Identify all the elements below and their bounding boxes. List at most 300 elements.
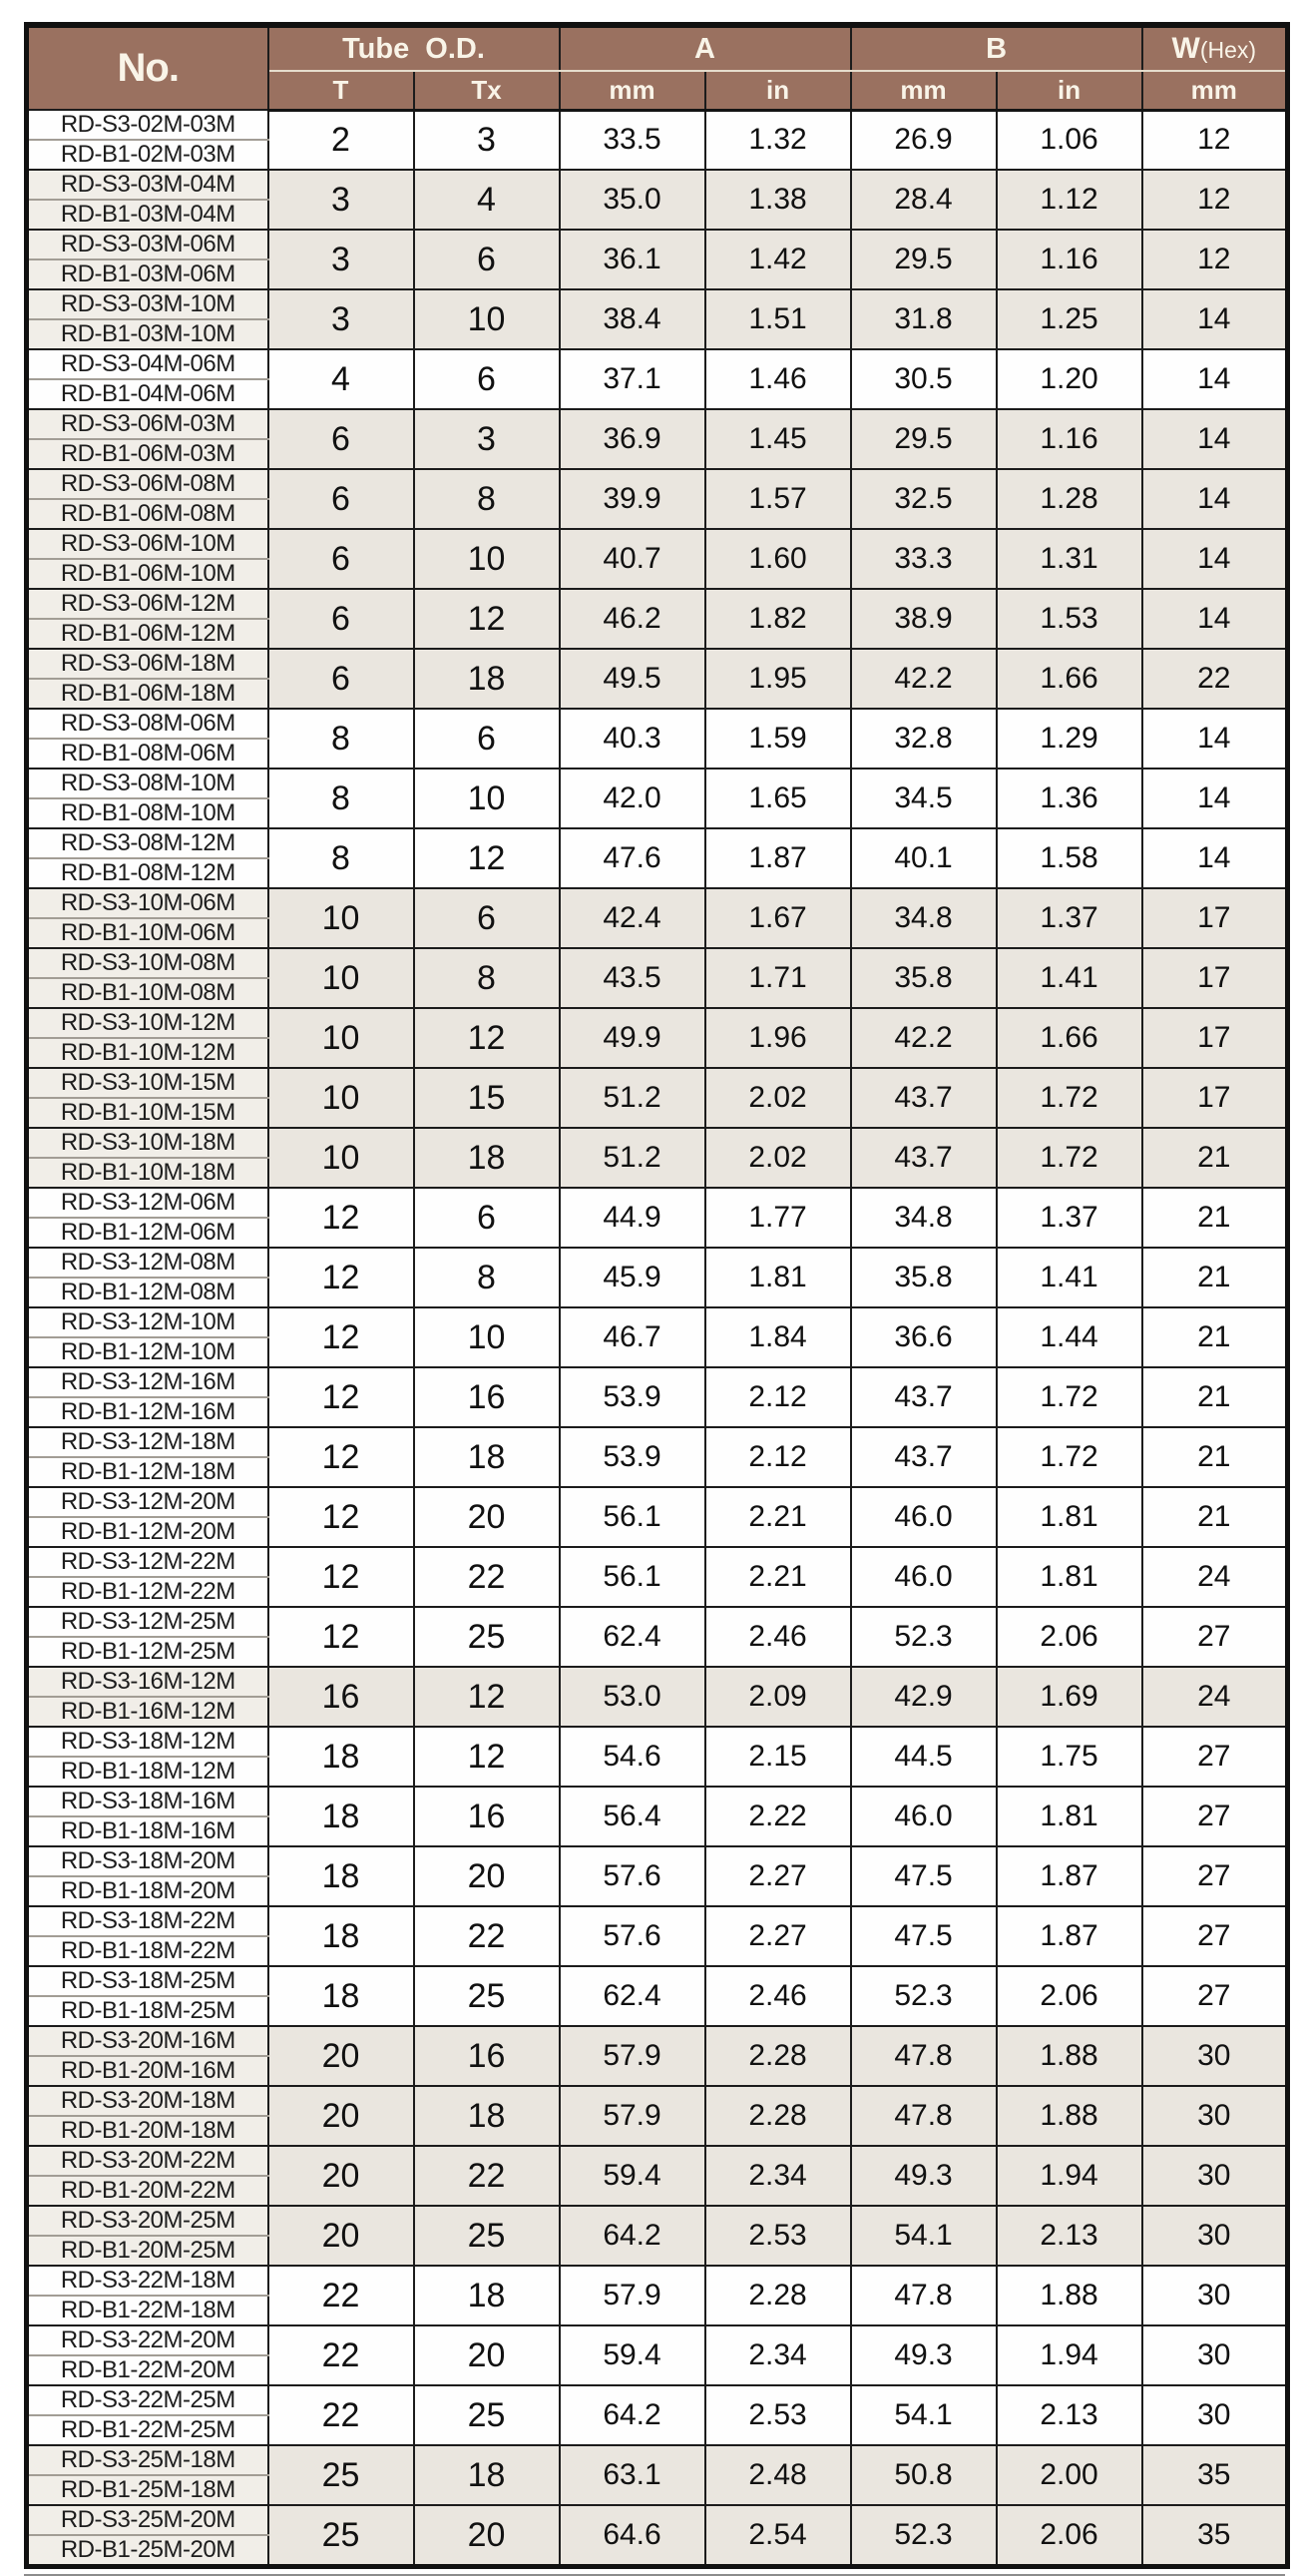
cell-w-mm: 27 [1142,1846,1288,1906]
cell-a-mm: 36.9 [560,409,705,469]
cell-w-mm: 27 [1142,1787,1288,1846]
cell-w-mm: 17 [1142,948,1288,1008]
part-number-b1: RD-B1-10M-12M [27,1038,268,1068]
part-number-b1: RD-B1-20M-16M [27,2056,268,2086]
cell-w-mm: 21 [1142,1248,1288,1307]
cell-a-mm: 45.9 [560,1248,705,1307]
table-row [27,1307,1288,1337]
cell-b-in: 2.00 [997,2445,1142,2505]
cell-tx: 20 [414,2505,560,2567]
cell-a-in: 2.27 [705,1846,851,1906]
table-header [27,25,1288,110]
cell-b-in: 1.41 [997,1248,1142,1307]
subheader-w-mm: mm [1142,71,1288,110]
cell-a-in: 1.46 [705,349,851,409]
table-row [27,948,1288,978]
cell-t: 2 [268,110,414,170]
cell-a-in: 1.77 [705,1188,851,1248]
cell-a-mm: 35.0 [560,170,705,230]
cell-b-in: 1.16 [997,409,1142,469]
cell-tx: 10 [414,1307,560,1367]
part-number-s3: RD-S3-16M-12M [27,1667,268,1697]
part-number-s3: RD-S3-06M-03M [27,409,268,439]
cell-b-mm: 46.0 [851,1487,997,1547]
cell-t: 10 [268,1068,414,1128]
cell-t: 6 [268,529,414,589]
cell-tx: 22 [414,2146,560,2206]
cell-a-in: 2.12 [705,1367,851,1427]
cell-t: 18 [268,1906,414,1966]
cell-a-mm: 49.9 [560,1008,705,1068]
part-number-b1: RD-B1-02M-03M [27,140,268,170]
part-number-s3: RD-S3-18M-12M [27,1727,268,1757]
part-number-s3: RD-S3-20M-18M [27,2086,268,2116]
cell-a-mm: 54.6 [560,1727,705,1787]
part-number-s3: RD-S3-03M-04M [27,170,268,200]
cell-w-mm: 27 [1142,1607,1288,1667]
table-row [27,2505,1288,2535]
cell-b-mm: 29.5 [851,409,997,469]
cell-a-in: 2.53 [705,2206,851,2266]
cell-w-mm: 14 [1142,529,1288,589]
cell-tx: 6 [414,709,560,769]
cell-b-mm: 50.8 [851,2445,997,2505]
cell-t: 10 [268,888,414,948]
cell-a-mm: 46.2 [560,589,705,649]
cell-b-in: 2.13 [997,2206,1142,2266]
cell-w-mm: 30 [1142,2086,1288,2146]
cell-a-in: 2.02 [705,1068,851,1128]
cell-a-mm: 47.6 [560,828,705,888]
part-number-b1: RD-B1-18M-25M [27,1996,268,2026]
cell-b-mm: 47.5 [851,1906,997,1966]
cell-b-in: 1.28 [997,469,1142,529]
cell-w-mm: 14 [1142,469,1288,529]
table-row [27,1068,1288,1098]
cell-b-mm: 32.8 [851,709,997,769]
cell-w-mm: 17 [1142,1068,1288,1128]
cell-tx: 20 [414,1487,560,1547]
cell-b-mm: 47.8 [851,2026,997,2086]
cell-b-in: 1.87 [997,1906,1142,1966]
cell-b-in: 1.44 [997,1307,1142,1367]
part-number-s3: RD-S3-18M-20M [27,1846,268,1876]
part-number-s3: RD-S3-12M-08M [27,1248,268,1278]
cell-b-mm: 44.5 [851,1727,997,1787]
cell-tx: 6 [414,1188,560,1248]
cell-t: 25 [268,2505,414,2567]
part-number-b1: RD-B1-10M-06M [27,918,268,948]
cell-a-in: 2.34 [705,2325,851,2385]
header-w-label: W [1171,32,1200,65]
part-number-s3: RD-S3-10M-12M [27,1008,268,1038]
cell-b-in: 1.72 [997,1068,1142,1128]
cell-b-in: 1.20 [997,349,1142,409]
table-row [27,289,1288,319]
cell-b-in: 1.88 [997,2086,1142,2146]
cell-b-mm: 43.7 [851,1128,997,1188]
part-number-s3: RD-S3-12M-10M [27,1307,268,1337]
part-number-b1: RD-B1-12M-18M [27,1457,268,1487]
table-row [27,2385,1288,2415]
cell-b-mm: 52.3 [851,1607,997,1667]
cell-a-mm: 51.2 [560,1068,705,1128]
part-number-s3: RD-S3-06M-12M [27,589,268,619]
table-row [27,1547,1288,1577]
cell-b-in: 1.37 [997,888,1142,948]
cell-a-in: 2.46 [705,1966,851,2026]
cell-a-in: 2.12 [705,1427,851,1487]
cell-b-mm: 40.1 [851,828,997,888]
part-number-s3: RD-S3-22M-25M [27,2385,268,2415]
part-number-b1: RD-B1-03M-04M [27,200,268,230]
part-number-s3: RD-S3-06M-18M [27,649,268,679]
cell-b-mm: 47.8 [851,2266,997,2325]
cell-a-mm: 38.4 [560,289,705,349]
cell-a-in: 2.53 [705,2385,851,2445]
part-number-s3: RD-S3-12M-18M [27,1427,268,1457]
cell-b-mm: 33.3 [851,529,997,589]
cell-b-mm: 30.5 [851,349,997,409]
cell-a-mm: 36.1 [560,230,705,289]
cell-b-in: 1.37 [997,1188,1142,1248]
cell-tx: 18 [414,2086,560,2146]
cell-b-mm: 38.9 [851,589,997,649]
cell-tx: 18 [414,2266,560,2325]
cell-t: 3 [268,289,414,349]
cell-t: 18 [268,1966,414,2026]
part-number-b1: RD-B1-10M-15M [27,1098,268,1128]
cell-b-in: 1.72 [997,1427,1142,1487]
cell-a-mm: 39.9 [560,469,705,529]
cell-tx: 25 [414,2385,560,2445]
table-row [27,2026,1288,2056]
cell-a-mm: 42.0 [560,769,705,828]
table-row [27,1188,1288,1218]
cell-tx: 18 [414,2445,560,2505]
table-row [27,828,1288,858]
cell-w-mm: 21 [1142,1367,1288,1427]
cell-a-mm: 56.1 [560,1547,705,1607]
part-number-s3: RD-S3-18M-22M [27,1906,268,1936]
cell-a-mm: 57.9 [560,2266,705,2325]
cell-a-in: 1.95 [705,649,851,709]
cell-t: 12 [268,1427,414,1487]
part-number-b1: RD-B1-03M-10M [27,319,268,349]
part-number-b1: RD-B1-10M-08M [27,978,268,1008]
cell-b-in: 1.72 [997,1367,1142,1427]
cell-w-mm: 14 [1142,289,1288,349]
header-b: B [851,25,1142,71]
cell-a-in: 1.32 [705,110,851,170]
part-number-s3: RD-S3-12M-16M [27,1367,268,1397]
cell-b-in: 1.53 [997,589,1142,649]
cell-a-in: 1.42 [705,230,851,289]
cell-t: 12 [268,1547,414,1607]
cell-tx: 12 [414,1667,560,1727]
table-row [27,2086,1288,2116]
cell-a-mm: 53.9 [560,1367,705,1427]
cell-t: 20 [268,2026,414,2086]
cell-b-mm: 35.8 [851,1248,997,1307]
cell-tx: 15 [414,1068,560,1128]
cell-b-in: 1.31 [997,529,1142,589]
cell-t: 3 [268,170,414,230]
cell-w-mm: 14 [1142,349,1288,409]
cell-a-mm: 53.0 [560,1667,705,1727]
table-row [27,2266,1288,2296]
cell-w-mm: 27 [1142,1727,1288,1787]
part-number-b1: RD-B1-08M-10M [27,798,268,828]
part-number-s3: RD-S3-22M-20M [27,2325,268,2355]
cell-tx: 4 [414,170,560,230]
table-row [27,2445,1288,2475]
cell-w-mm: 22 [1142,649,1288,709]
table-row [27,409,1288,439]
cell-t: 20 [268,2086,414,2146]
table-row [27,1846,1288,1876]
part-number-b1: RD-B1-25M-20M [27,2535,268,2567]
cell-a-in: 2.09 [705,1667,851,1727]
cell-b-mm: 42.2 [851,1008,997,1068]
cell-w-mm: 30 [1142,2206,1288,2266]
table-body [27,110,1288,2567]
part-number-s3: RD-S3-12M-22M [27,1547,268,1577]
cell-tx: 12 [414,828,560,888]
cell-a-mm: 42.4 [560,888,705,948]
cell-b-mm: 29.5 [851,230,997,289]
part-number-s3: RD-S3-12M-06M [27,1188,268,1218]
cell-a-mm: 56.4 [560,1787,705,1846]
cell-tx: 3 [414,110,560,170]
cell-a-in: 2.02 [705,1128,851,1188]
cell-a-mm: 43.5 [560,948,705,1008]
cell-a-mm: 40.7 [560,529,705,589]
cell-b-in: 1.88 [997,2266,1142,2325]
cell-tx: 12 [414,1727,560,1787]
cell-tx: 6 [414,888,560,948]
cell-b-mm: 28.4 [851,170,997,230]
part-number-s3: RD-S3-12M-25M [27,1607,268,1637]
table-row [27,230,1288,259]
cell-t: 3 [268,230,414,289]
cell-b-in: 1.06 [997,110,1142,170]
cell-a-mm: 62.4 [560,1607,705,1667]
part-number-b1: RD-B1-06M-18M [27,679,268,709]
cell-b-mm: 34.8 [851,1188,997,1248]
table-row [27,529,1288,559]
part-number-b1: RD-B1-18M-22M [27,1936,268,1966]
cell-w-mm: 30 [1142,2325,1288,2385]
cell-tx: 18 [414,649,560,709]
part-number-b1: RD-B1-16M-12M [27,1697,268,1727]
subheader-a-mm: mm [560,71,705,110]
table-row [27,1966,1288,1996]
cell-tx: 20 [414,2325,560,2385]
table-row [27,1787,1288,1816]
part-number-s3: RD-S3-18M-16M [27,1787,268,1816]
part-number-b1: RD-B1-04M-06M [27,379,268,409]
cell-b-in: 1.94 [997,2146,1142,2206]
cell-a-mm: 59.4 [560,2325,705,2385]
part-number-s3: RD-S3-04M-06M [27,349,268,379]
cell-b-mm: 54.1 [851,2206,997,2266]
cell-b-in: 1.41 [997,948,1142,1008]
cell-tx: 10 [414,769,560,828]
cell-a-mm: 59.4 [560,2146,705,2206]
cell-a-in: 2.21 [705,1487,851,1547]
table-row [27,1906,1288,1936]
cell-tx: 22 [414,1906,560,1966]
cell-tx: 16 [414,2026,560,2086]
header-w-suffix: (Hex) [1199,37,1257,63]
cell-b-in: 1.72 [997,1128,1142,1188]
cell-a-in: 2.22 [705,1787,851,1846]
cell-tx: 20 [414,1846,560,1906]
cell-b-in: 1.75 [997,1727,1142,1787]
table-row [27,469,1288,499]
part-number-b1: RD-B1-18M-16M [27,1816,268,1846]
cell-tx: 3 [414,409,560,469]
cell-a-in: 1.96 [705,1008,851,1068]
cell-b-mm: 31.8 [851,289,997,349]
part-number-s3: RD-S3-12M-20M [27,1487,268,1517]
cell-w-mm: 30 [1142,2026,1288,2086]
cell-b-mm: 42.9 [851,1667,997,1727]
cell-tx: 16 [414,1787,560,1846]
cell-b-mm: 54.1 [851,2385,997,2445]
cell-b-mm: 49.3 [851,2325,997,2385]
cell-w-mm: 17 [1142,1008,1288,1068]
cell-tx: 12 [414,1008,560,1068]
part-number-s3: RD-S3-22M-18M [27,2266,268,2296]
header-tube-od: Tube O.D. [268,25,560,71]
cell-b-mm: 34.8 [851,888,997,948]
cell-t: 6 [268,409,414,469]
cell-t: 18 [268,1787,414,1846]
cell-w-mm: 21 [1142,1307,1288,1367]
part-number-b1: RD-B1-06M-10M [27,559,268,589]
part-number-b1: RD-B1-06M-12M [27,619,268,649]
cell-b-mm: 49.3 [851,2146,997,2206]
table-row [27,1727,1288,1757]
cell-b-in: 1.16 [997,230,1142,289]
cell-b-mm: 47.8 [851,2086,997,2146]
cell-a-mm: 40.3 [560,709,705,769]
cell-t: 22 [268,2325,414,2385]
cell-t: 25 [268,2445,414,2505]
cell-t: 12 [268,1248,414,1307]
part-number-b1: RD-B1-08M-12M [27,858,268,888]
cell-a-in: 1.67 [705,888,851,948]
cell-t: 12 [268,1487,414,1547]
cell-b-mm: 36.6 [851,1307,997,1367]
table-row [27,589,1288,619]
table-row [27,1607,1288,1637]
cell-tx: 25 [414,1607,560,1667]
cell-w-mm: 14 [1142,769,1288,828]
cell-t: 12 [268,1607,414,1667]
cell-a-in: 2.28 [705,2086,851,2146]
cell-w-mm: 21 [1142,1128,1288,1188]
cell-a-in: 1.87 [705,828,851,888]
cell-a-mm: 51.2 [560,1128,705,1188]
part-number-s3: RD-S3-10M-08M [27,948,268,978]
cell-b-in: 1.12 [997,170,1142,230]
cell-w-mm: 30 [1142,2146,1288,2206]
cell-b-in: 1.29 [997,709,1142,769]
part-number-s3: RD-S3-10M-06M [27,888,268,918]
cell-b-mm: 43.7 [851,1068,997,1128]
cell-tx: 8 [414,469,560,529]
cell-w-mm: 21 [1142,1427,1288,1487]
part-number-s3: RD-S3-06M-08M [27,469,268,499]
cell-b-in: 1.81 [997,1787,1142,1846]
part-number-s3: RD-S3-10M-15M [27,1068,268,1098]
cell-tx: 10 [414,529,560,589]
cell-t: 8 [268,769,414,828]
cell-a-mm: 49.5 [560,649,705,709]
part-number-b1: RD-B1-06M-03M [27,439,268,469]
cell-w-mm: 14 [1142,828,1288,888]
cell-t: 18 [268,1846,414,1906]
parts-table [24,22,1290,2569]
table-row [27,1128,1288,1158]
table-row [27,649,1288,679]
cell-w-mm: 24 [1142,1547,1288,1607]
part-number-s3: RD-S3-18M-25M [27,1966,268,1996]
cell-t: 4 [268,349,414,409]
cell-b-in: 1.81 [997,1547,1142,1607]
cell-b-mm: 42.2 [851,649,997,709]
cell-b-in: 1.58 [997,828,1142,888]
cell-b-in: 1.69 [997,1667,1142,1727]
cell-a-mm: 62.4 [560,1966,705,2026]
part-number-b1: RD-B1-12M-22M [27,1577,268,1607]
subheader-b-mm: mm [851,71,997,110]
cell-w-mm: 24 [1142,1667,1288,1727]
cell-a-in: 1.45 [705,409,851,469]
cell-t: 6 [268,589,414,649]
cell-t: 12 [268,1188,414,1248]
part-number-b1: RD-B1-08M-06M [27,739,268,769]
cell-tx: 8 [414,1248,560,1307]
header-w-hex [1142,25,1288,71]
part-number-b1: RD-B1-20M-25M [27,2236,268,2266]
subheader-t: T [268,71,414,110]
part-number-b1: RD-B1-25M-18M [27,2475,268,2505]
cell-t: 6 [268,649,414,709]
table-row [27,1248,1288,1278]
table-row [27,1667,1288,1697]
cell-tx: 10 [414,289,560,349]
cell-b-mm: 35.8 [851,948,997,1008]
cell-a-in: 1.82 [705,589,851,649]
cell-t: 10 [268,1128,414,1188]
cell-tx: 16 [414,1367,560,1427]
cell-tx: 8 [414,948,560,1008]
cell-w-mm: 35 [1142,2505,1288,2567]
cell-a-mm: 37.1 [560,349,705,409]
cell-w-mm: 12 [1142,230,1288,289]
cell-a-mm: 57.9 [560,2086,705,2146]
part-number-b1: RD-B1-12M-10M [27,1337,268,1367]
cell-a-mm: 64.2 [560,2206,705,2266]
part-number-s3: RD-S3-25M-20M [27,2505,268,2535]
cell-b-mm: 43.7 [851,1367,997,1427]
cell-tx: 6 [414,230,560,289]
cell-a-in: 1.59 [705,709,851,769]
